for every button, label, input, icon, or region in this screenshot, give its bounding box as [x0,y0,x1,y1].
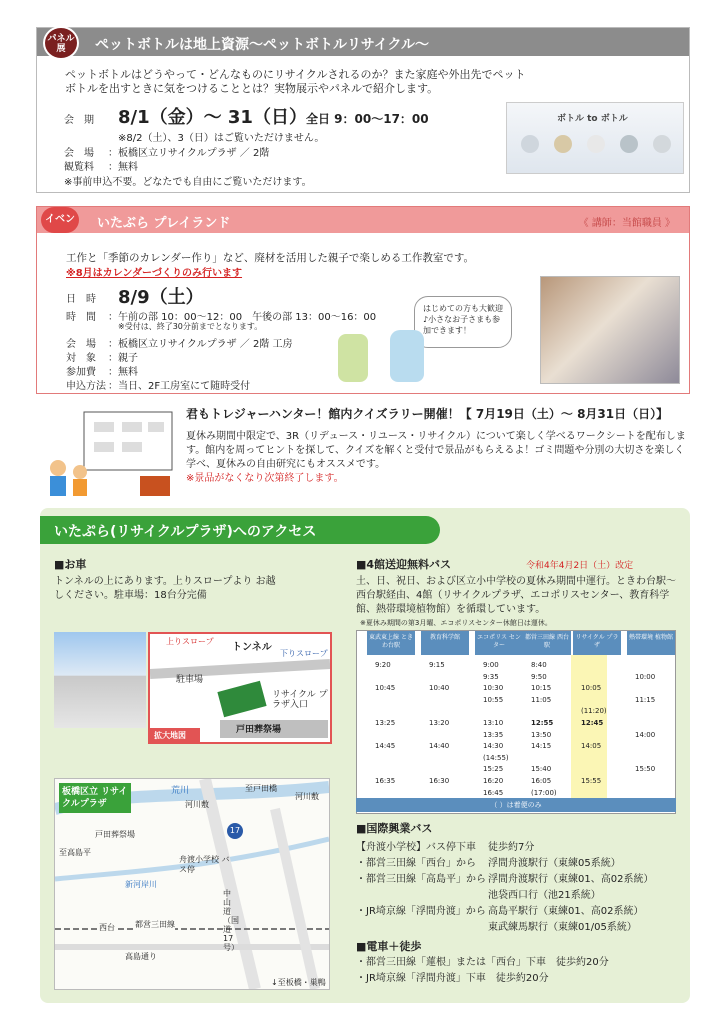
timetable-cell: 13:10 [483,719,504,727]
timetable-cell: 16:35 [375,777,396,785]
train-line-2: ・JR埼京線「浮間舟渡」下車 徒歩約20分 [356,973,549,984]
nakasendo-label: 中山道（国道17号） [223,889,239,952]
event-badge: イベント [41,207,79,233]
timetable-cell: 14:00 [635,730,656,739]
timetable-cell: 13:25 [375,719,396,727]
up-slope-label: 上りスロープ [166,637,214,646]
timetable-cell: 14:05 [581,742,602,751]
panel-note: ※事前申込不要。どなたでも自由にご覧いただけます。 [64,177,312,188]
panel-venue: ：板橋区立リサイクルプラザ ／ 2階 [108,148,270,159]
panel-period: 8/1（金）～ 31（日） [118,107,307,128]
timetable-cell: 10:15 [531,684,552,693]
timetable-cell: 12:55 [531,719,554,727]
parking-label: 駐車場 [176,675,204,685]
quiz-body [186,430,690,486]
takashimadaira-label: 至高島平 [59,848,91,857]
bus-description: 土、日、祝日、および区立小中学校の夏休み期間中運行。ときわ台駅～西台駅経由、4館（リサイクルプラザ、エコポリスセンター、教育科学館、熱帯環境植物館）を循環しています。 [356,576,676,615]
bus-heading: ■4館送迎無料バス [356,558,452,571]
timetable-cell: 10:05 [581,684,602,693]
timetable-cell: (14:55) [483,753,509,762]
panel-time: 全日 9：00～17：00 [306,112,429,126]
timetable-cell: 9:20 [375,661,391,669]
toei-line-label: 都営三田線 [135,920,175,929]
event-time-label: 時 間 [66,312,96,323]
timetable-cell: 14:30 [483,742,504,751]
timetable-footer: （ ）は着便のみ [356,798,676,812]
mascot-bottle-icon [390,330,424,382]
event-instructor: 《 講師：当館職員 》 [578,218,675,229]
event-fee-label: 参加費 [66,367,96,378]
timetable-cell: 12:45 [581,719,604,727]
timetable-cell: 10:40 [429,684,450,693]
timetable-cell: 13:20 [429,719,450,727]
todabashi-label: 至戸田橋 [245,784,277,793]
kokusai-from: 【舟渡小学校】バス停下車 [356,842,476,853]
timetable-cell: 9:15 [429,661,445,669]
timetable-header: 都営三田線 西台駅 [523,631,571,655]
timetable-cell: 9:00 [483,661,499,669]
event-date: 8/9（土） [118,287,204,308]
timetable-header: 熱帯環境 植物館 [627,631,675,655]
event-apply: ：当日、2F工房室にて随時受付 [108,381,251,392]
event-venue-label: 会 場 [66,339,96,350]
mascot-can-icon [338,334,368,382]
timetable-cell: 16:20 [483,777,504,785]
timetable-cell: 13:50 [531,730,552,739]
nishidai-label: 西台 [99,923,115,932]
detail-map [148,632,332,744]
bottle-display-photo [506,102,684,174]
timetable-cell: 10:00 [635,672,656,681]
arakawa-label: 荒川 [171,786,190,796]
detail-map-label: 拡大地図 [154,731,186,740]
panel-title: ペットボトルは地上資源～ペットボトルリサイクル～ [95,37,430,53]
kokusai-from: ・JR埼京線「浮間舟渡」から [356,906,486,917]
shingashi-label: 新河岸川 [125,880,157,889]
event-fee: ：無料 [108,367,138,378]
event-date-label: 日 時 [66,294,96,305]
timetable-cell: 8:40 [531,661,547,669]
timetable-cell: (11:20) [581,707,607,716]
timetable-cell: (17:00) [531,788,557,797]
panel-period-note: ※8/2（土）、3（日）はご覧いただけません。 [118,133,325,144]
train-line-1: ・都営三田線「蓮根」または「西台」下車 徒歩約20分 [356,957,609,968]
tunnel-label: トンネル [232,642,272,653]
train-heading: ■電車＋徒歩 [356,940,422,953]
panel-fee-label: 観覧料 [64,162,94,173]
entrance-label: リサイクル プラザ入口 [272,690,328,710]
kokusai-dest: 浮間舟渡駅行（東練05系統） [488,858,621,869]
event-time-note: ※受付は、終了30分前までとなります。 [118,322,263,331]
timetable-header: 東武東上線 ときわ台駅 [367,631,415,655]
timetable-cell: 10:55 [483,695,504,704]
event-title: いたぶら プレイランド [97,216,231,231]
timetable-cell: 16:05 [531,777,552,785]
timetable-cell: 16:30 [429,777,450,785]
photo-caption: ボトル to ボトル [557,114,628,124]
timetable-cell: 10:45 [375,684,396,693]
timetable-cell: 15:40 [531,765,552,774]
panel-venue-label: 会 場 [64,148,94,159]
panel-description: ペットボトルはどうやって・どんなものにリサイクルされるのか？また家庭や外出先でペットボトルを出すときに気をつけることとは？実物展示やパネルで紹介します。 [65,68,526,95]
kokusai-dest: 高島平駅行（東練01、高02系統） [488,906,644,917]
quiz-title: 君もトレジャーハンター！館内クイズラリー開催！【 7月19日（土）～ 8月31日（日）】 [186,407,669,421]
timetable-header: エコポリス センター [475,631,523,655]
route-17-icon: 17 [227,823,243,839]
kokusai-from: ・都営三田線「高島平」から [356,874,486,885]
funeral-hall-label: 戸田葬祭場 [236,725,282,735]
kokusai-dest: 徒歩約7分 [488,842,535,853]
panel-badge: パネル展 [43,26,79,60]
timetable-cell: 11:15 [635,695,656,704]
takashima-dori-label: 高島通り [125,952,157,961]
event-description: 工作と「季節のカレンダー作り」など、廃材を活用した親子で楽しめる工作教室です。 [66,252,474,264]
bus-note: ※夏休み期間の第3月曜、エコポリスセンター休館日は運休。 [360,619,552,627]
down-slope-label: 下りスロープ [280,649,328,658]
event-header [37,207,689,251]
timetable-header: リサイクル プラザ [573,631,621,655]
event-red-note: ※8月はカレンダーづくりのみ行います [66,268,243,279]
building-photo [54,632,146,728]
kasenjiki-label: 河川敷 [185,800,209,809]
access-title: いたぷら(リサイクルプラザ)へのアクセス [54,524,317,540]
building-illustration [44,400,180,500]
car-text: トンネルの上にあります。上りスロープより お越しください。駐車場：18台分完備 [54,576,276,601]
kokusai-dest: 東武練馬駅行（東練01/05系統） [488,922,637,933]
quiz-text: 夏休み期間中限定で、3R（リデュース・リユース・リサイクル）について楽しく学べるワークシートを配布します。館内を周ってヒントを探して、クイズを解くと受付で景品がもらえるよ！ゴミ問題や分別の大切さを楽しく学べ、夏休みの自由研究にもオススメです。 [186,431,686,470]
panel-fee: ：無料 [108,162,138,173]
kokusai-heading: ■国際興業バス [356,822,433,835]
timetable-cell: 9:50 [531,672,547,681]
event-speech-bubble: はじめての方も大歓迎♪小さなお子さまも参加できます！ [414,296,512,348]
car-heading: ■お車 [54,558,87,571]
workshop-photo [540,276,680,384]
event-target-label: 対 象 [66,353,96,364]
timetable-cell: 10:30 [483,684,504,693]
event-target: ：親子 [108,353,138,364]
timetable-cell: 15:25 [483,765,504,774]
event-venue: ：板橋区立リサイクルプラザ ／ 2階 工房 [108,339,293,350]
event-time: ：午前の部 10：00～12：00 午後の部 13：00～16：00 [108,312,377,323]
timetable-cell: 14:15 [531,742,552,751]
timetable-cell: 13:35 [483,730,504,739]
area-map [54,778,330,990]
timetable-cell: 11:05 [531,695,552,704]
panel-header [37,28,689,56]
timetable-cell: 14:45 [375,742,396,751]
kokusai-dest: 浮間舟渡駅行（東練01、高02系統） [488,874,654,885]
bus-stop-label: 舟渡小学校 バス停 [179,855,230,874]
quiz-red-note: ※景品がなくなり次第終了します。 [186,473,344,484]
timetable-cell: 14:40 [429,742,450,751]
plaza-map-label: 板橋区立 リサイクルプラザ [59,783,131,813]
timetable-header: 教育科学館 [421,631,469,655]
itabashi-direction-label: ↓至板橋・巣鴨 [271,978,326,987]
timetable-cell: 16:45 [483,788,504,797]
bus-revision-date: 令和4年4月2日（土）改定 [526,561,634,571]
event-apply-label: 申込方法 [66,381,106,392]
timetable-cell: 15:50 [635,765,656,774]
bus-timetable [356,630,676,814]
funeral-map-label: 戸田葬祭場 [95,830,135,839]
panel-period-label: 会 期 [64,115,94,126]
access-header [40,516,440,544]
timetable-cell: 15:55 [581,777,602,785]
kokusai-dest: 池袋西口行（池21系統） [488,890,601,901]
kasenjiki-label-2: 河川敷 [295,792,319,801]
kokusai-from: ・都営三田線「西台」から [356,858,476,869]
timetable-cell: 9:35 [483,672,499,681]
